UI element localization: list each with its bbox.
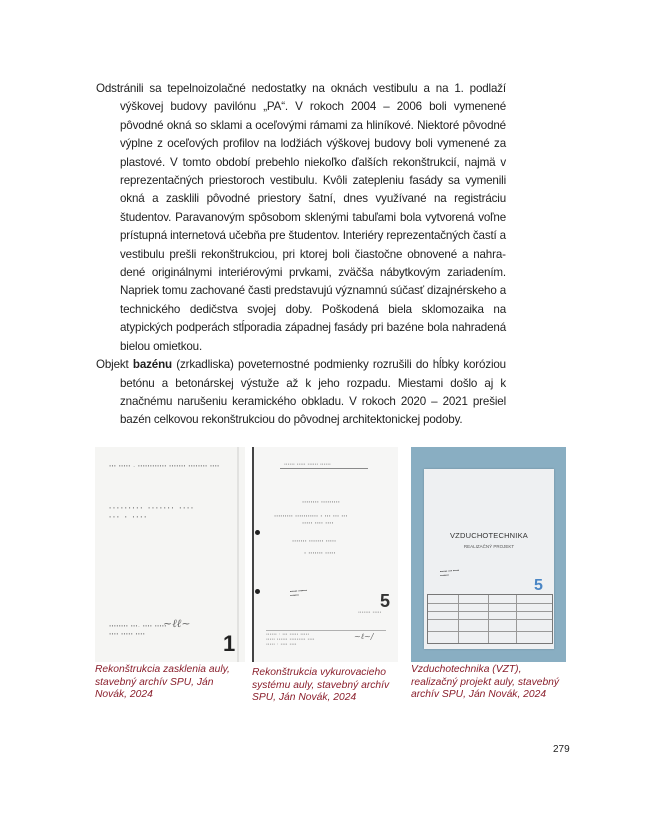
approval-stamp: ▪▪▪▪▪▪▪ ▪▪▪▪▪ — [358, 611, 382, 614]
doc-line: ▪ ▪▪▪▪▪▪▪ ▪▪▪▪▪ — [304, 552, 336, 556]
title-block — [427, 594, 553, 644]
figure-scan-ventilation — [411, 447, 566, 662]
doc-title: ▪▪▪▪▪▪▪▪ ▪▪▪▪▪▪▪▪▪ — [302, 501, 340, 505]
scan-title: VZDUCHOTECHNIKA — [449, 531, 528, 540]
stamp: ▪▪▪▪▪▪ ▪▪▪ ▪▪▪▪▪ ▪▪▪▪▪▪▪ — [439, 568, 460, 578]
typed-header-line: ▪▪▪ ▪▪▪▪▪ - ▪▪▪▪▪▪▪▪▪▪▪▪ ▪▪▪▪▪▪▪ ▪▪▪▪▪▪▪▪ ▪▪▪▪ — [109, 465, 220, 469]
footer-text: ▪▪▪▪▪▪ : ▪▪▪ ▪▪▪▪▪ ▪▪▪▪▪ — [266, 633, 310, 636]
figure-caption: Vzduchotechnika (VZT), realizačný projekt auly, stavebný archív SPU, Ján Novák, 2024 — [411, 664, 560, 701]
footer-text: ▪▪▪▪▪ ▪▪▪▪▪▪ ▪▪▪▪▪▪▪▪▪ ▪▪▪▪ — [266, 638, 315, 641]
paragraph-windows: Odstránili sa tepelnoizolačné nedostatky na oknách vestibulu a na 1. podlaží výškovej budovy pavilónu „PA“. V rokoch 2004 – 2006 boli vymenené pôvodné okná so sklami a oceľovými rámami za hliníkové. Niektoré pôvodné výplne z oceľových profilov na lodžiách výškovej budovy boli vymenené za plastové. V tomto období prebehlo niekoľko ďalších rekonštrukcií, najmä v reprezentačných priestoroch vestibulu. Kvôli zatepleniu fasády sa vymenili okná a zasklili pôvodné priestory šatní, dnes využívané na registráciu študentov. Paravanovým spôsobom sklenými tabuľami bola vytvorená voľne prístupná internetová učebňa pre študentov. Interiéry reprezentačných častí a vestibulu prešli rekonštrukciou, pri ktorej boli čiastočne obnovené a nahradené originálnymi interiérovými prvkami, zväčša nábytkovým zariadením. Napriek tomu zachované časti predstavujú významnú súčasť dizajnérskeho a technického dedičstva svojej doby. Poškodená biela sklomozaika na atypických podperách stĺporadia západnej fasády pri bazéne bola nahradená bielou omietkou. — [96, 82, 507, 353]
footer-rule — [266, 630, 386, 631]
doc-line: ▪▪▪▪▪ ▪▪▪▪ ▪▪▪▪ — [302, 522, 334, 526]
scan-number: 5 — [534, 577, 543, 594]
doc-line: ▪▪▪▪▪▪▪▪▪ ▪▪▪▪▪▪▪▪▪▪▪ ▪ ▪▪▪ ▪▪▪ ▪▪▪ — [274, 515, 348, 519]
scan-paper — [424, 469, 554, 649]
header-text: ▪▪▪▪▪▪ ▪▪▪▪▪ ▪▪▪▪▪▪ ▪▪▪▪▪▪ — [284, 463, 331, 466]
figure-scan-glazing — [95, 447, 245, 662]
typed-author-line: ▪▪▪▪▪▪▪▪ ▪▪▪. ▪▪▪▪ ▪▪▪▪▪ — [109, 625, 167, 629]
typed-date-line: ▪▪▪▪ ▪▪▪▪▪ ▪▪▪▪ — [109, 633, 146, 637]
scan-number: 1 — [223, 631, 236, 656]
figure-caption: Rekonštrukcia vykurovacieho systému auly, stavebný archív SPU, Ján Novák, 2024 — [252, 667, 390, 704]
signature: ~ℓℓ~ — [163, 617, 191, 630]
page-edge — [252, 447, 254, 662]
figure-scan-heating — [252, 447, 398, 662]
scan-number: 5 — [380, 591, 391, 611]
paragraph-pool — [96, 356, 506, 430]
punch-hole — [255, 530, 260, 535]
body-text — [96, 80, 506, 430]
typed-title-line: ▪▪▪ ▪ ▪▪▪▪ — [109, 516, 149, 520]
punch-hole — [255, 589, 260, 594]
stamp: ▪▪▪▪▪▪ ▪▪▪▪▪▪▪ ▪▪▪▪▪▪▪ — [289, 588, 308, 598]
page-number: 279 — [553, 744, 570, 755]
typed-title-line: ▪▪▪▪▪▪▪▪▪ ▪▪▪▪▪▪▪ ▪▪▪▪ — [109, 507, 195, 511]
paragraph-pool-rest: (zrkadliska) poveternostné podmienky rozrušili do hĺbky koróziou betónu a betonárskej výstuže až k jeho rozpadu. Miestami došlo aj k značnému narušeniu keramického obkladu. V rokoch 2020 – 2021 prešiel bazén celkovou rekonštrukciou do pôvodnej architektonickej podoby. — [120, 358, 506, 427]
doc-line: ▪▪▪▪▪▪▪ ▪▪▪▪▪▪▪ ▪▪▪▪▪ — [292, 540, 337, 544]
paragraph-pool-bold: bazénu — [132, 358, 172, 372]
paragraph-pool-lead: Objekt — [96, 358, 133, 372]
page-edge — [237, 447, 239, 662]
scan-subtitle: REALIZAČNÝ PROJEKT — [463, 544, 515, 549]
header-rule — [280, 468, 368, 469]
footer-text: ▪▪▪▪▪ : ▪▪▪▪ ▪▪▪▪ — [266, 643, 297, 646]
signature: ~ℓ~/ — [354, 632, 374, 641]
figure-caption: Rekonštrukcia zasklenia auly, stavebný archív SPU, Ján Novák, 2024 — [95, 664, 230, 701]
